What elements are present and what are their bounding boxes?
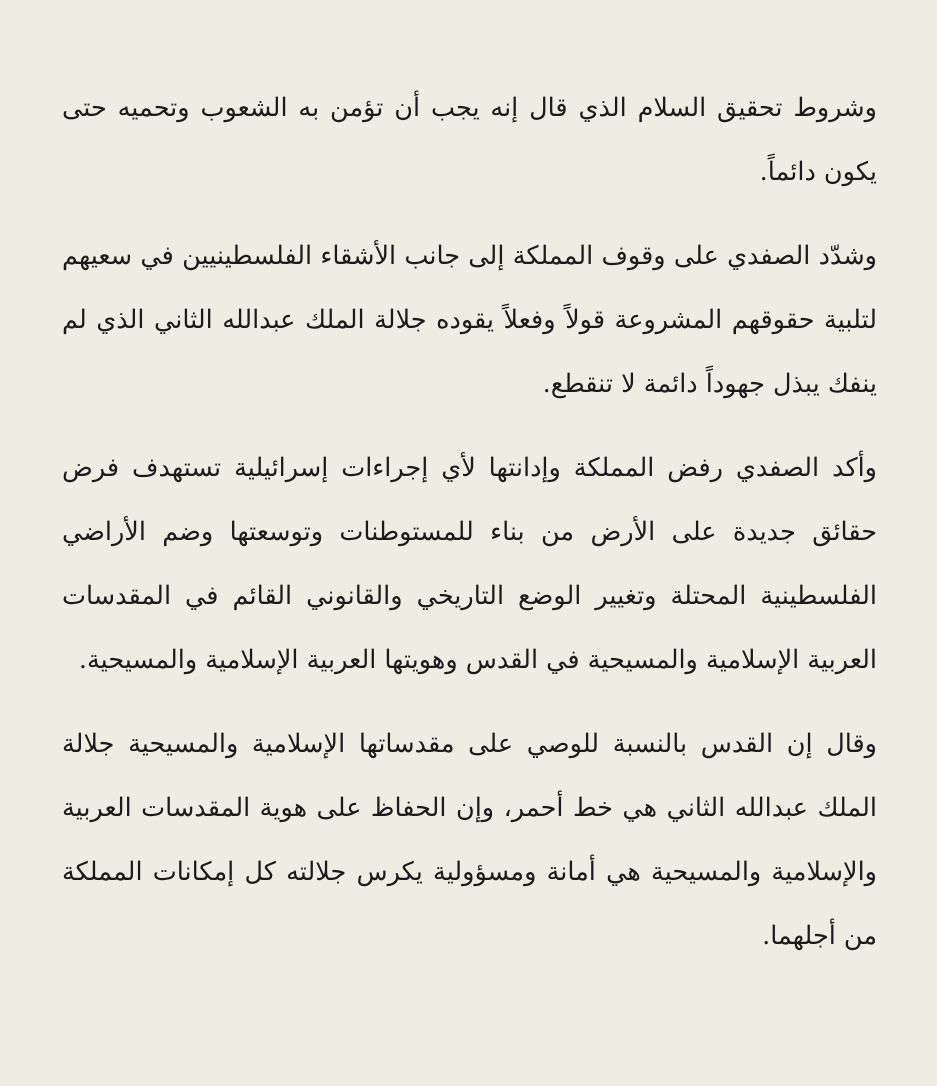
paragraph-palestinian-support: وشدّد الصفدي على وقوف المملكة إلى جانب الأشقاء الفلسطينيين في سعيهم لتلبية حقوقهم المشروعة قولاً وفعلاً يقوده جلالة الملك عبدالله الثاني الذي لم ينفك يبذل جهوداً دائمة لا تنقطع. xyxy=(62,241,877,399)
paragraph-jerusalem-red-line: وقال إن القدس بالنسبة للوصي على مقدساتها الإسلامية والمسيحية جلالة الملك عبدالله الثاني هي خط أحمر، وإن الحفاظ على هوية المقدسات العربية والإسلامية والمسيحية هي أمانة ومسؤولية يكرس جلالته كل إمكانات المملكة من أجلهما. xyxy=(62,729,877,951)
paragraph-israeli-measures: وأكد الصفدي رفض المملكة وإدانتها لأي إجراءات إسرائيلية تستهدف فرض حقائق جديدة على الأرض من بناء للمستوطنات وتوسعتها وضم الأراضي الفلسطينية المحتلة وتغيير الوضع التاريخي والقانوني القائم في المقدسات العربية الإسلامية والمسيحية في القدس وهويتها العربية الإسلامية والمسيحية. xyxy=(62,453,877,675)
paragraph-peace-conditions: وشروط تحقيق السلام الذي قال إنه يجب أن تؤمن به الشعوب وتحميه حتى يكون دائماً. xyxy=(62,93,877,187)
